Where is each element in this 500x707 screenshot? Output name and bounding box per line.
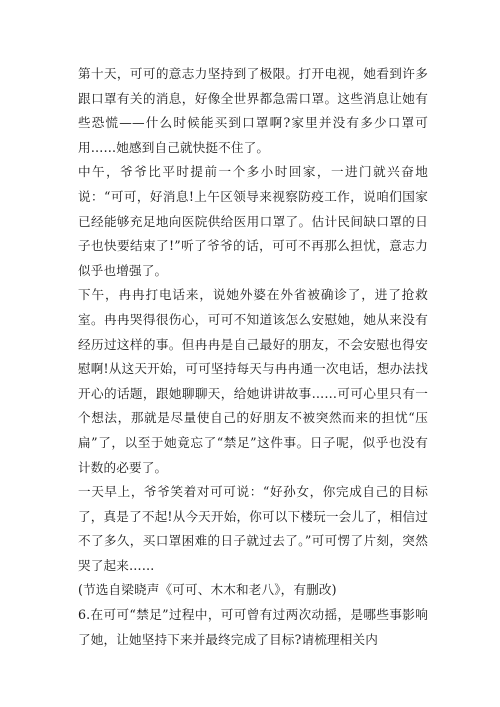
document-body [78,62,428,652]
paragraph-1: 第十天，可可的意志力坚持到了极限。打开电视，她看到许多跟口罩有关的消息，好像全世界都急需口罩。这些消息让她有些恐慌——什么时候能买到口罩啊?家里并没有多少口罩可用……她感到自己就快挺不住了。 [78,66,428,155]
paragraph-4: 一天早上，爷爷笑着对可可说：“好孙女，你完成自己的目标了，真是了不起!从今天开始，你可以下楼玩一会儿了，相信过不了多久，买口罩困难的日子就过去了。”可可愣了片刻，突然哭了起来…… [78,484,428,573]
paragraph-3: 下午，冉冉打电话来，说她外婆在外省被确诊了，进了抢救室。冉冉哭得很伤心，可可不知道该怎么安慰她，她从来没有经历过这样的事。但冉冉是自己最好的朋友，不会安慰也得安慰啊!从这天开始，可可坚持每天与冉冉通一次电话，想办法找开心的话题，跟她聊聊天，给她讲讲故事……可可心里只有一个想法，那就是尽量使自己的好朋友不被突然而来的担忧“压扁”了，以至于她竟忘了“禁足”这件事。日子呢，似乎也没有计数的必要了。 [78,287,428,475]
source-note: (节选自梁晓声《可可、木木和老八》，有删改) [78,582,337,598]
question-6: 6.在可可“禁足”过程中，可可曾有过两次动摇，是哪些事影响了她，让她坚持下来并最终完成了目标?请梳理相关内 [78,607,428,647]
paragraph-2: 中午，爷爷比平时提前一个多小时回家，一进门就兴奋地说：“可可，好消息!上午区领导来视察防疫工作，说咱们国家已经能够充足地向医院供给医用口罩了。估计民间缺口罩的日子也快要结束了!”听了爷爷的话，可可不再那么担忧，意志力似乎也增强了。 [78,164,428,278]
